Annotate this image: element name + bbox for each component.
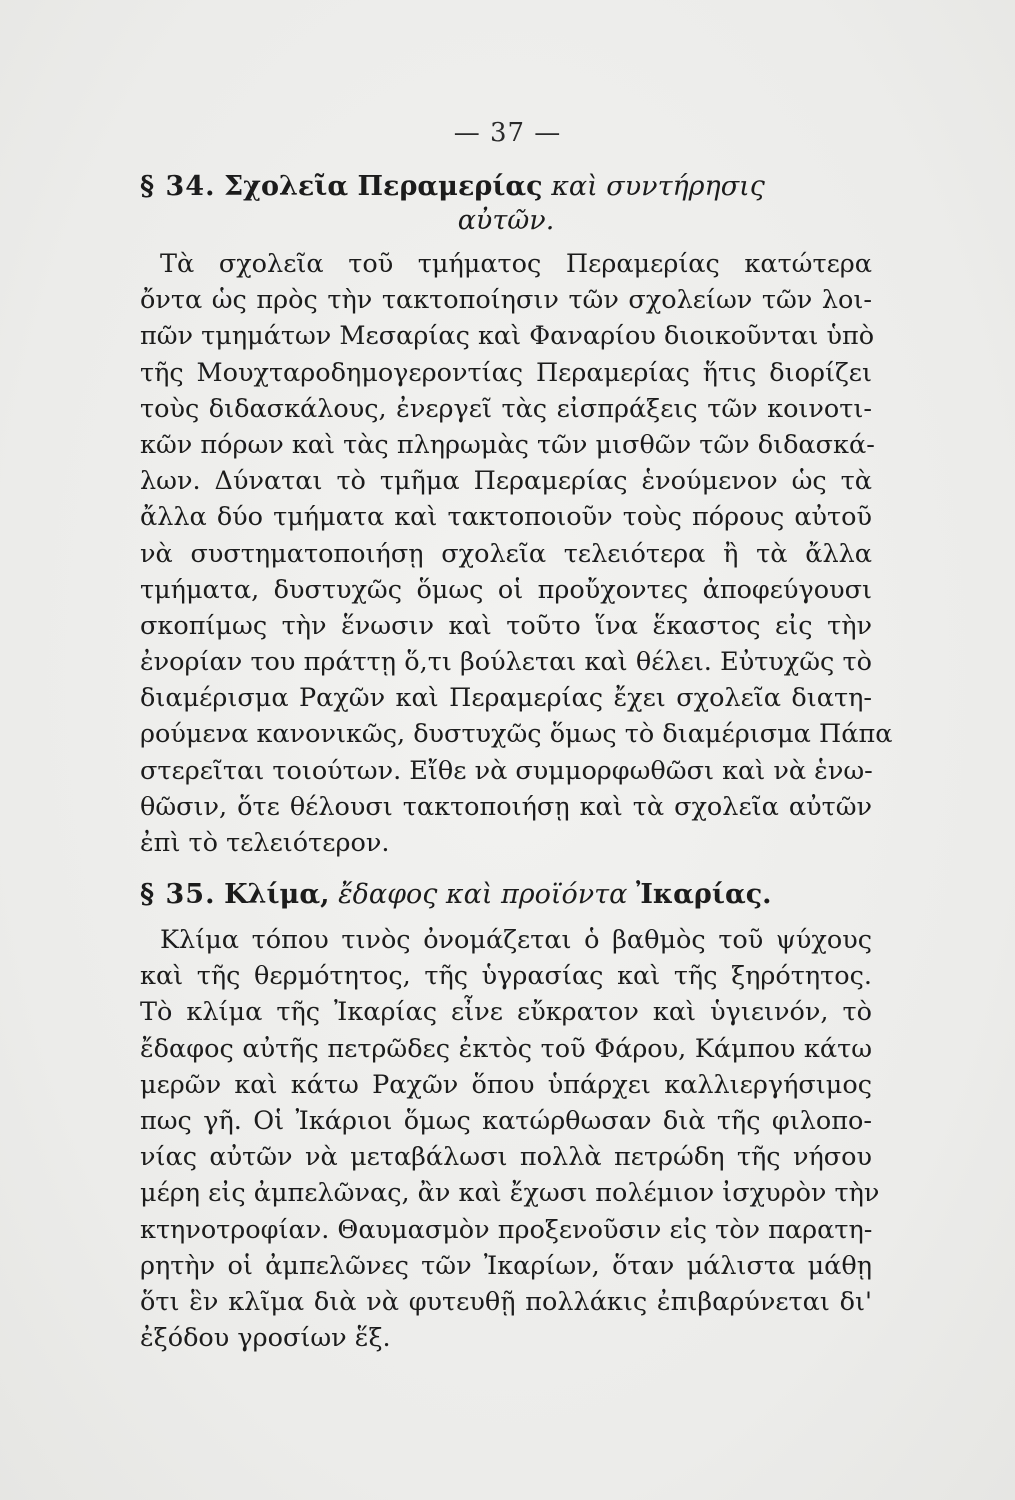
section-title-italic: ἔδαφος καὶ προϊόντα: [338, 879, 628, 910]
text-line: πως γῆ. Οἱ Ἰκάριοι ὅμως κατώρθωσαν διὰ τῆς φιλοπο-: [140, 1105, 872, 1136]
section-body: [140, 246, 893, 861]
text-line: ἐξόδου γροσίων ἕξ.: [140, 1323, 391, 1354]
section-marker: § 35.: [140, 879, 216, 910]
text-line: μέρη εἰς ἀμπελῶνας, ἂν καὶ ἔχωσι πολέμιον ἰσχυρὸν τὴν: [140, 1178, 880, 1209]
section-marker: § 34.: [140, 171, 216, 202]
text-line: νὰ συστηματοποιήσῃ σχολεῖα τελειότερα ἢ τὰ ἄλλα: [140, 538, 872, 569]
text-line: ἔδαφος αὐτῆς πετρῶδες ἐκτὸς τοῦ Φάρου, Κάμπου κάτω: [140, 1033, 872, 1064]
section-body: [140, 922, 880, 1356]
text-line: ρητὴν οἱ ἀμπελῶνες τῶν Ἰκαρίων, ὅταν μάλιστα μάθῃ: [140, 1250, 872, 1281]
section-title-italic: καὶ συντήρησις: [551, 171, 765, 202]
section-heading-continuation: αὐτῶν.: [457, 205, 555, 236]
text-line: διαμέρισμα Ραχῶν καὶ Περαμερίας ἔχει σχολεῖα διατη-: [140, 683, 872, 714]
text-line: ρούμενα κανονικῶς, δυστυχῶς ὅμως τὸ διαμέρισμα Πάπα: [140, 719, 893, 750]
text-line: κτηνοτροφίαν. Θαυμασμὸν προξενοῦσιν εἰς τὸν παρατη-: [140, 1214, 873, 1245]
section-34: [140, 170, 893, 861]
text-line: κῶν πόρων καὶ τὰς πληρωμὰς τῶν μισθῶν τῶν διδασκά-: [140, 429, 875, 460]
text-line: καὶ τῆς θερμότητος, τῆς ὑγρασίας καὶ τῆς ξηρότητος.: [140, 961, 872, 992]
text-line: Τὸ κλίμα τῆς Ἰκαρίας εἶνε εὔκρατον καὶ ὑγιεινόν, τὸ: [140, 997, 872, 1028]
text-line: ἐπὶ τὸ τελειότερον.: [140, 828, 390, 858]
text-line: θῶσιν, ὅτε θέλουσι τακτοποιήσῃ καὶ τὰ σχολεῖα αὐτῶν: [140, 791, 872, 822]
text-line: Κλίμα τόπου τινὸς ὀνομάζεται ὁ βαθμὸς τοῦ ψύχους: [160, 925, 872, 955]
text-line: ὅτι ἓν κλῖμα διὰ νὰ φυτευθῇ πολλάκις ἐπιβαρύνεται δι': [140, 1286, 872, 1317]
section-title-bold-end: Ἰκαρίας.: [635, 879, 772, 910]
text-line: νίας αὐτῶν νὰ μεταβάλωσι πολλὰ πετρώδη τῆς νήσου: [140, 1142, 872, 1173]
section-heading: [140, 878, 872, 912]
section-heading: [140, 170, 872, 204]
text-line: στερεῖται τοιούτων. Εἴθε νὰ συμμορφωθῶσι καὶ νὰ ἑνω-: [140, 755, 873, 786]
page-number: — 37 —: [453, 118, 562, 148]
text-line: λων. Δύναται τὸ τμῆμα Περαμερίας ἑνούμενον ὡς τὰ: [140, 466, 872, 497]
text-line: πῶν τμημάτων Μεσαρίας καὶ Φαναρίου διοικοῦνται ὑπὸ: [140, 321, 875, 352]
text-line: σκοπίμως τὴν ἕνωσιν καὶ τοῦτο ἵνα ἕκαστος εἰς τὴν: [140, 610, 872, 641]
text-line: ὄντα ὡς πρὸς τὴν τακτοποίησιν τῶν σχολείων τῶν λοι-: [140, 285, 872, 316]
text-line: τῆς Μουχταροδημογεροντίας Περαμερίας ἥτις διορίζει: [140, 357, 872, 388]
text-line: ἐνορίαν του πράττῃ ὅ,τι βούλεται καὶ θέλει. Εὐτυχῶς τὸ: [140, 647, 872, 678]
section-title-bold: Σχολεῖα Περαμερίας: [224, 171, 543, 202]
text-line: μερῶν καὶ κάτω Ραχῶν ὅπου ὑπάρχει καλλιεργήσιμος: [140, 1069, 872, 1100]
text-line: τοὺς διδασκάλους, ἐνεργεῖ τὰς εἰσπράξεις τῶν κοινοτι-: [140, 393, 872, 424]
section-35: [140, 878, 880, 1356]
text-line: τμήματα, δυστυχῶς ὅμως οἱ προὔχοντες ἀποφεύγουσι: [140, 574, 872, 605]
section-title-bold: Κλίμα,: [224, 879, 330, 910]
text-line: ἄλλα δύο τμήματα καὶ τακτοποιοῦν τοὺς πόρους αὐτοῦ: [140, 502, 872, 533]
text-line: Τὰ σχολεῖα τοῦ τμήματος Περαμερίας κατώτερα: [160, 249, 872, 279]
